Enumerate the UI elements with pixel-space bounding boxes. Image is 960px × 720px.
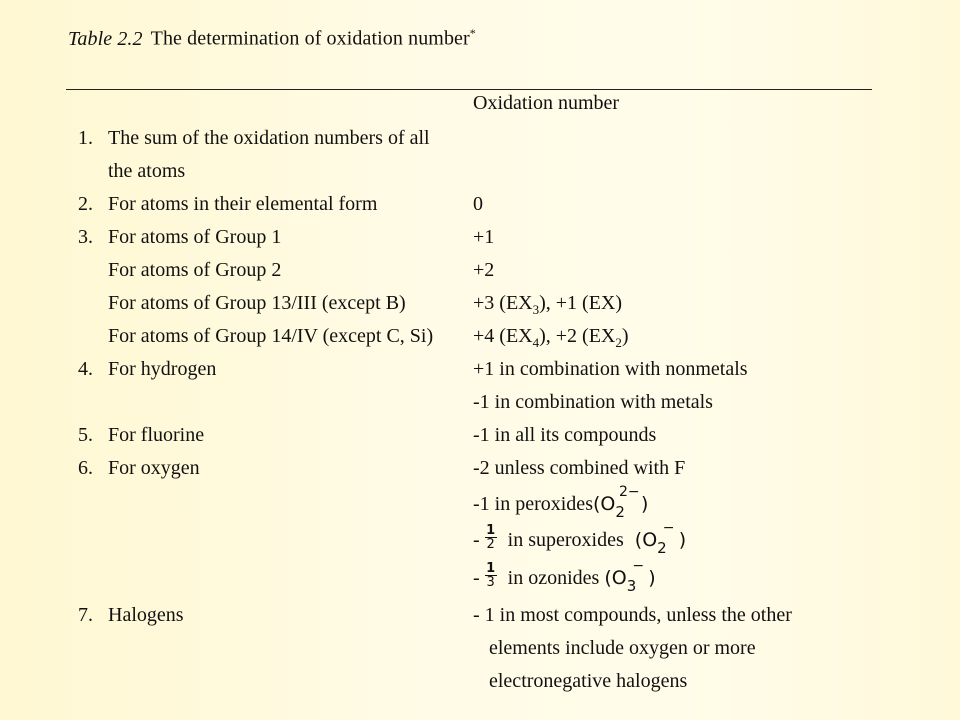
row-rule: For atoms of Group 14/IV (except C, Si): [108, 325, 434, 347]
ion-subscript: 2: [615, 503, 625, 521]
ozonide-ion: [604, 558, 656, 596]
table-caption: [68, 26, 476, 51]
ion-superscript: 2−: [618, 484, 640, 500]
superoxide-value: [473, 520, 687, 558]
row-rule: For atoms of Group 13/III (except B): [108, 292, 406, 314]
value-text: +4 (EX: [473, 325, 533, 347]
paren-open: (: [592, 493, 601, 515]
row-rule: The sum of the oxidation numbers of all: [108, 127, 430, 149]
subscript: 3: [532, 302, 540, 317]
row-number: 7.: [78, 604, 93, 626]
row-value: +1 in combination with nonmetals: [473, 358, 748, 380]
ion-base: O: [600, 493, 616, 515]
peroxide-ion: [592, 484, 649, 521]
row-rule: For hydrogen: [108, 358, 217, 380]
row-value: +1: [473, 226, 495, 248]
ion-superscript: −: [632, 558, 645, 575]
table-title: The determination of oxidation number: [150, 27, 470, 50]
row-number: 3.: [78, 226, 93, 248]
fraction: [485, 524, 497, 551]
value-text: in superoxides: [507, 529, 624, 552]
footnote-mark: *: [469, 26, 476, 40]
subscript: 2: [615, 335, 622, 350]
row-rule: Halogens: [108, 604, 184, 626]
value-text: ), +1 (EX): [539, 292, 623, 314]
column-header: Oxidation number: [473, 92, 620, 114]
fraction-numerator: 1: [486, 561, 496, 576]
value-sign: -: [473, 567, 480, 590]
peroxide-value: [473, 484, 649, 521]
value-text: in ozonides: [507, 567, 600, 590]
row-value: +2: [473, 259, 495, 281]
row-value: -1 in all its compounds: [473, 424, 657, 446]
row-value: 0: [473, 193, 483, 215]
fraction-denominator: 3: [486, 575, 495, 590]
fraction-numerator: 1: [486, 523, 496, 538]
row-number: 6.: [78, 457, 93, 479]
row-rule: For atoms in their elemental form: [108, 193, 378, 215]
row-value: elements include oxygen or more: [489, 637, 756, 659]
paren-close: ): [672, 529, 687, 552]
paren-open: (: [604, 567, 612, 590]
group14-value: [473, 324, 629, 348]
fraction: [485, 562, 497, 589]
row-rule: For atoms of Group 1: [108, 226, 282, 248]
paren-close: ): [642, 567, 656, 590]
table-label: Table 2.2: [68, 27, 143, 50]
superoxide-ion: [634, 520, 687, 558]
row-rule: For oxygen: [108, 457, 200, 479]
row-value: -1 in combination with metals: [473, 391, 713, 413]
ozonide-value: [473, 558, 656, 596]
value-text: ): [621, 325, 629, 347]
ion-base: O: [611, 567, 627, 590]
row-value: - 1 in most compounds, unless the other: [473, 604, 792, 626]
row-rule: the atoms: [108, 160, 186, 182]
row-rule: For atoms of Group 2: [108, 259, 282, 281]
row-value: electronegative halogens: [489, 670, 688, 692]
ion-superscript: −: [662, 520, 675, 537]
ion-base: O: [642, 529, 658, 552]
value-sign: -: [473, 529, 480, 552]
subscript: 4: [532, 335, 540, 350]
value-text: -1 in peroxides: [473, 493, 593, 515]
ion-subscript: 2: [657, 539, 667, 558]
fraction-denominator: 2: [486, 537, 495, 552]
header-rule: [66, 89, 872, 90]
row-number: 4.: [78, 358, 93, 380]
row-number: 5.: [78, 424, 93, 446]
paren-close: ): [634, 493, 649, 515]
row-number: 2.: [78, 193, 93, 215]
row-value: -2 unless combined with F: [473, 457, 686, 479]
ion-subscript: 3: [626, 577, 637, 596]
value-text: ), +2 (EX: [539, 325, 616, 347]
group13-value: [473, 291, 622, 315]
row-number: 1.: [78, 127, 93, 149]
value-text: +3 (EX: [473, 292, 533, 314]
paren-open: (: [634, 529, 643, 552]
row-rule: For fluorine: [108, 424, 205, 446]
